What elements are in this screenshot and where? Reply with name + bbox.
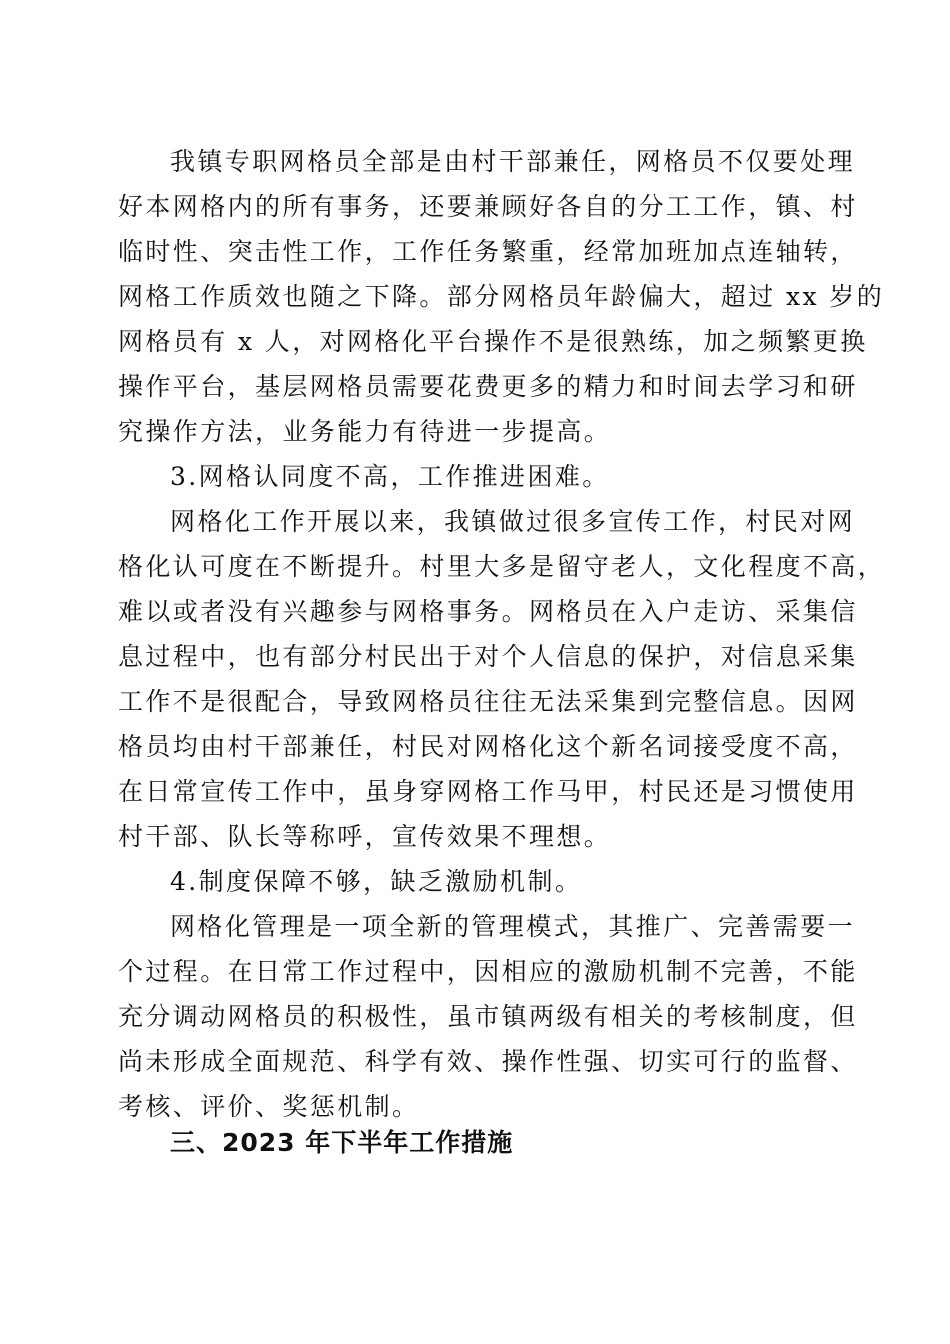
paragraph-line: 网格工作质效也随之下降。部分网格员年龄偏大，超过 xx 岁的 <box>118 282 885 311</box>
paragraph-line: 操作平台，基层网格员需要花费更多的精力和时间去学习和研 <box>118 372 858 401</box>
paragraph-line: 在日常宣传工作中，虽身穿网格工作马甲，村民还是习惯使用 <box>118 777 858 806</box>
subheading-3: 3.网格认同度不高，工作推进困难。 <box>170 462 610 491</box>
paragraph-line: 好本网格内的所有事务，还要兼顾好各自的分工工作，镇、村 <box>118 192 858 221</box>
paragraph-line: 网格员有 x 人，对网格化平台操作不是很熟练，加之频繁更换 <box>118 327 868 356</box>
paragraph-line: 村干部、队长等称呼，宣传效果不理想。 <box>118 822 612 851</box>
paragraph-line: 难以或者没有兴趣参与网格事务。网格员在入户走访、采集信 <box>118 597 858 626</box>
paragraph-line: 格员均由村干部兼任，村民对网格化这个新名词接受度不高， <box>118 732 858 761</box>
paragraph-line: 息过程中，也有部分村民出于对个人信息的保护，对信息采集 <box>118 642 858 671</box>
subheading-4: 4.制度保障不够，缺乏激励机制。 <box>170 867 583 896</box>
paragraph-line: 个过程。在日常工作过程中，因相应的激励机制不完善，不能 <box>118 957 858 986</box>
paragraph-line: 尚未形成全面规范、科学有效、操作性强、切实可行的监督、 <box>118 1047 858 1076</box>
paragraph-line: 工作不是很配合，导致网格员往往无法采集到完整信息。因网 <box>118 687 858 716</box>
paragraph-line: 格化认可度在不断提升。村里大多是留守老人，文化程度不高， <box>118 552 886 581</box>
paragraph-line: 网格化管理是一项全新的管理模式，其推广、完善需要一 <box>170 912 856 941</box>
paragraph-line: 我镇专职网格员全部是由村干部兼任，网格员不仅要处理 <box>170 147 856 176</box>
paragraph-line: 究操作方法，业务能力有待进一步提高。 <box>118 417 612 446</box>
paragraph-line: 充分调动网格员的积极性，虽市镇两级有相关的考核制度，但 <box>118 1002 858 1031</box>
section-heading: 三、2023 年下半年工作措施 <box>170 1128 514 1157</box>
paragraph-line: 网格化工作开展以来，我镇做过很多宣传工作，村民对网 <box>170 507 856 536</box>
paragraph-line: 临时性、突击性工作，工作任务繁重，经常加班加点连轴转， <box>118 237 858 266</box>
paragraph-line: 考核、评价、奖惩机制。 <box>118 1092 420 1121</box>
